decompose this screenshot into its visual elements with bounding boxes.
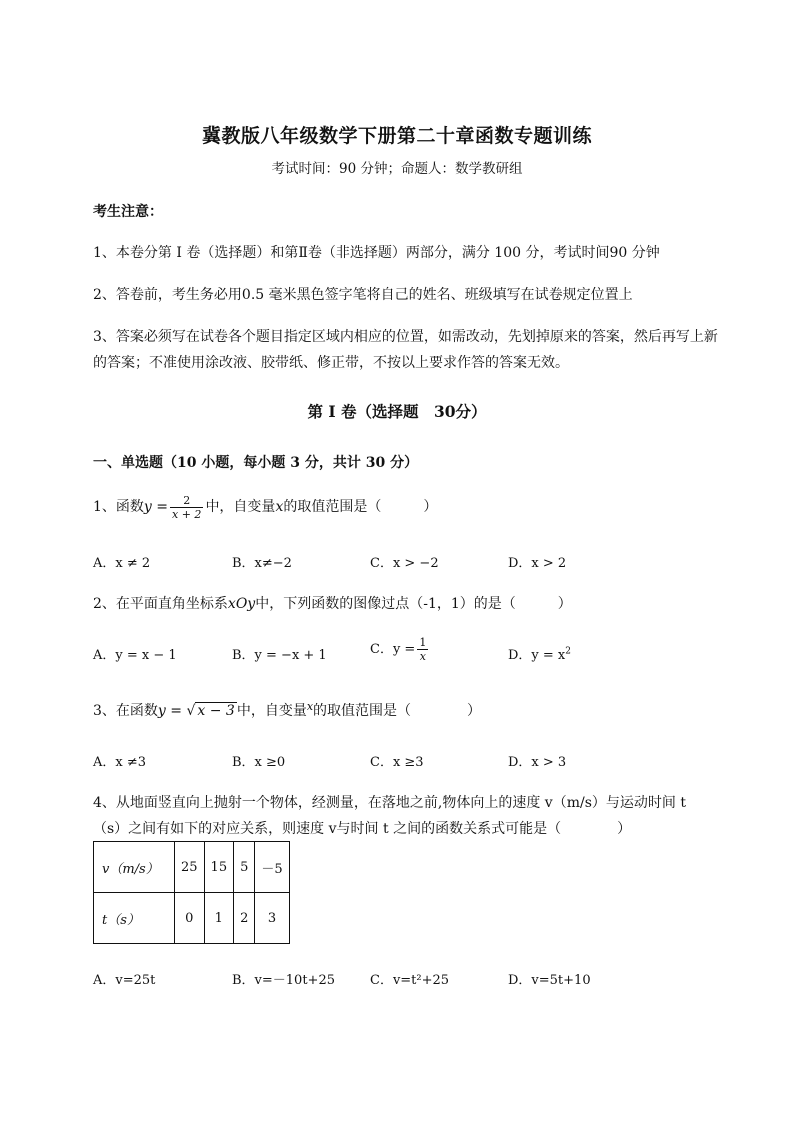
notice-heading: 考生注意： (93, 204, 163, 220)
option-c: C．x > −2 (370, 556, 439, 571)
question-2 (93, 593, 572, 613)
question-4-line-2: （s）之间有如下的对应关系，则速度 v与时间 t 之间的函数关系式可能是（ ） (93, 821, 632, 837)
row-label-time: t（s） (94, 893, 175, 944)
variable: x (306, 700, 314, 713)
fraction-denominator: x + 2 (172, 507, 202, 521)
option-c: C．x ≥3 (370, 755, 424, 770)
exam-info: 考试时间：90 分钟；命题人：数学教研组 (271, 161, 523, 177)
question-text: 中，自变量 (205, 499, 276, 515)
fraction (170, 494, 203, 521)
notice-item: 1、本卷分第 I 卷（选择题）和第Ⅱ卷（非选择题）两部分，满分 100 分，考试时间90 分钟 (93, 245, 660, 261)
section-title: 第 I 卷（选择题 30分） (307, 402, 487, 421)
question-4-line-1: 4、从地面竖直向上抛射一个物体，经测量，在落地之前,物体向上的速度 v（m/s）与运动时间 t (93, 795, 686, 811)
question-text: 1、函数 (93, 499, 144, 515)
table-cell: 0 (175, 893, 205, 944)
table-row (94, 893, 290, 944)
option-d: D．v=5t+10 (508, 973, 591, 988)
table-cell: 3 (255, 893, 289, 944)
question-1 (93, 492, 437, 522)
table-cell: 25 (175, 842, 205, 893)
option-b: B．x ≥0 (232, 755, 286, 770)
question-text: 的取值范围是（ ） (283, 499, 438, 515)
option-b: B．y = −x + 1 (232, 648, 327, 663)
option-d: D．x > 2 (508, 556, 567, 571)
option-d (508, 644, 571, 663)
table-cell: －5 (255, 842, 289, 893)
formula-lhs: y = (157, 703, 183, 719)
table-cell: 5 (234, 842, 255, 893)
question-text: 3、在函数 (93, 703, 158, 719)
option-a: A．x ≠ 2 (93, 556, 151, 571)
question-text: 2、在平面直角坐标系 (93, 596, 228, 612)
question-3 (93, 700, 481, 720)
option-a: A．v=25t (93, 973, 156, 988)
fraction (417, 636, 428, 663)
part-heading: 一、单选题（10 小题，每小题 3 分，共计 30 分） (93, 455, 419, 471)
page-title: 冀教版八年级数学下册第二十章函数专题训练 (201, 125, 592, 147)
table-cell: 15 (204, 842, 234, 893)
option-d: D．x > 3 (508, 755, 567, 770)
option-c-prefix: C．y = (370, 642, 416, 657)
option-c (370, 634, 430, 666)
fraction-denominator: x (419, 650, 426, 663)
notice-item: 3、答案必须写在试卷各个题目指定区域内相应的位置，如需改动，先划掉原来的答案，然后再写上新 (93, 329, 718, 345)
exponent: 2 (565, 646, 571, 657)
option-b: B．x≠−2 (232, 556, 292, 571)
option-a: A．x ≠3 (93, 755, 147, 770)
table-cell: 1 (204, 893, 234, 944)
table-row (94, 842, 290, 893)
question-text: 中，自变量 (236, 703, 307, 719)
row-label-velocity: v（m/s） (94, 842, 175, 893)
option-c: C．v=t²+25 (370, 973, 450, 988)
table-cell: 2 (234, 893, 255, 944)
fraction-numerator: 1 (419, 636, 427, 649)
sqrt-sign: √ (186, 703, 196, 719)
option-d-prefix: D．y = x (508, 648, 566, 663)
coordinate-system: xOy (227, 596, 256, 612)
notice-item: 2、答卷前，考生务必用0.5 毫米黑色签字笔将自己的姓名、班级填写在试卷规定位置上 (93, 287, 633, 303)
fraction-numerator: 2 (170, 494, 203, 508)
formula-lhs: y = (143, 499, 169, 515)
option-a: A．y = x − 1 (93, 648, 177, 663)
variable: x (275, 499, 284, 515)
notice-item: 的答案；不准使用涂改液、胶带纸、修正带，不按以上要求作答的答案无效。 (93, 355, 569, 371)
radicand: x − 3 (197, 703, 235, 719)
question-text: 中，下列函数的图像过点（-1，1）的是（ ） (255, 596, 572, 612)
velocity-time-table (93, 841, 290, 944)
question-text: 的取值范围是（ ） (313, 703, 482, 719)
option-b: B．v=－10t+25 (232, 973, 335, 988)
